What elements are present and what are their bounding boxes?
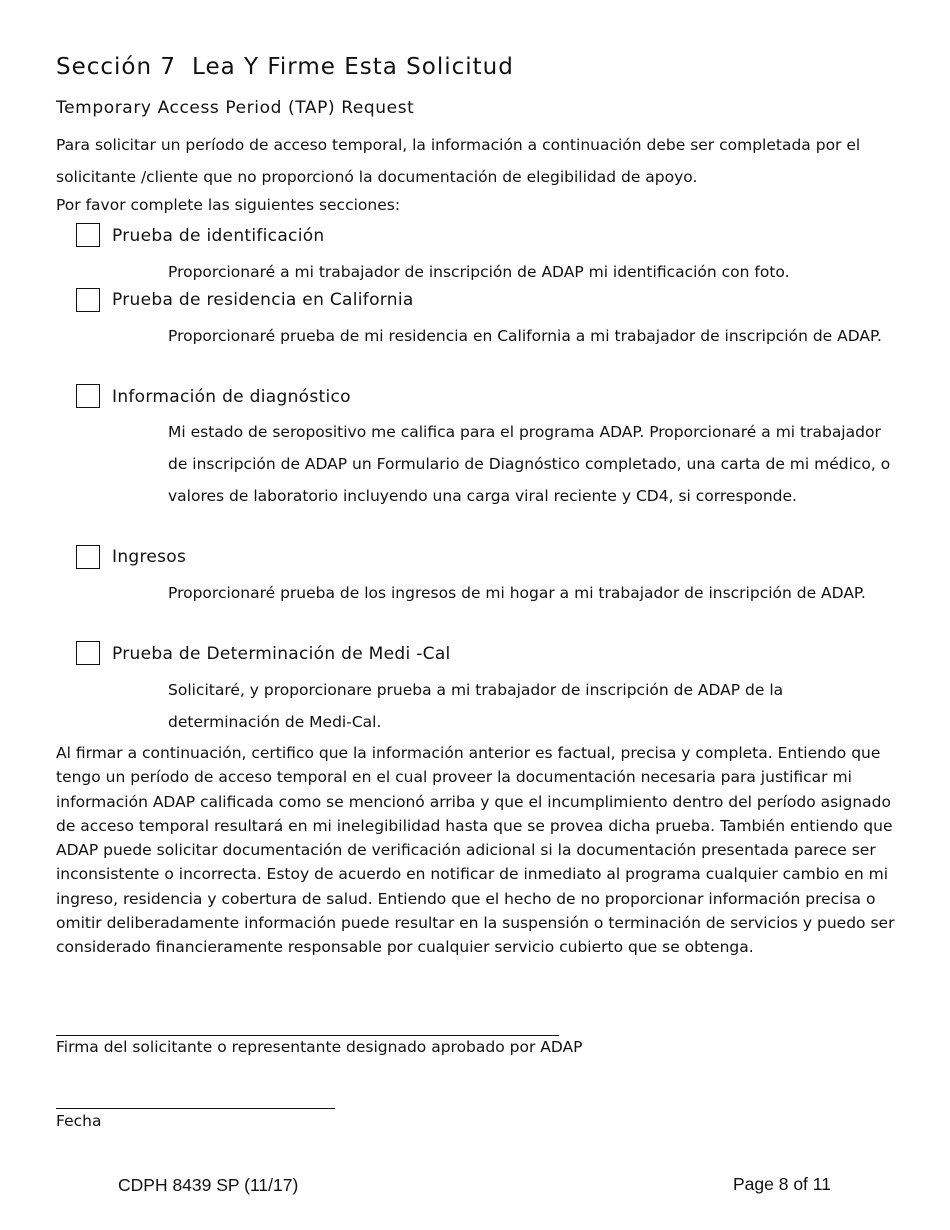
signature-line[interactable] (56, 1035, 559, 1036)
intro-text: Para solicitar un período de acceso temporal, la información a continuación debe ser completada por el solicitante /cliente que no proporcionó la documentación de elegibilidad de apoyo. (56, 136, 861, 186)
checkbox-income[interactable] (76, 545, 100, 569)
subtitle: Temporary Access Period (TAP) Request (56, 98, 415, 118)
description-residence: Proporcionaré prueba de mi residencia en California a mi trabajador de inscripción de ADAP. (168, 327, 882, 345)
date-label: Fecha (56, 1112, 102, 1130)
section-title (56, 54, 514, 80)
signature-label: Firma del solicitante o representante designado aprobado por ADAP (56, 1038, 583, 1056)
checkbox-residence[interactable] (76, 288, 100, 312)
date-line[interactable] (56, 1108, 335, 1109)
description-diagnosis: Mi estado de seropositivo me califica para el programa ADAP. Proporcionaré a mi trabajador de inscripción de ADAP un Formulario de Diagnóstico completado, una carta de mi médico, o valores de laboratorio incluyendo una carga viral reciente y CD4, si corresponde. (168, 423, 891, 505)
section-heading: Lea Y Firme Esta Solicitud (192, 54, 514, 80)
section-number: Sección 7 (56, 54, 177, 80)
checkbox-label-medi-cal: Prueba de Determinación de Medi -Cal (112, 644, 451, 664)
description-income: Proporcionaré prueba de los ingresos de mi hogar a mi trabajador de inscripción de ADAP. (168, 584, 866, 602)
page-number: Page 8 of 11 (733, 1174, 831, 1194)
checkbox-label-residence: Prueba de residencia en California (112, 290, 414, 310)
certification-paragraph: Al firmar a continuación, certifico que la información anterior es factual, precisa y completa. Entiendo que tengo un período de acceso temporal en el cual proveer la documentación necesaria para justificar mi información ADAP calificada como se mencionó arriba y que el incumplimiento dentro del período asignado de acceso temporal resultará en mi inelegibilidad hasta que se provea dicha prueba. También entiendo que ADAP puede solicitar documentación de verificación adicional si la documentación presentada parece ser inconsistente o incorrecta. Estoy de acuerdo en notificar de inmediato al programa cualquier cambio en mi ingreso, residencia y cobertura de salud. Entiendo que el hecho de no proporcionar información precisa o omitir deliberadamente información puede resultar en la suspensión o terminación de servicios y puedo ser considerado financieramente responsable por cualquier servicio cubierto que se obtenga. (56, 744, 895, 957)
checkbox-label-income: Ingresos (112, 547, 187, 567)
description-medi-cal: Solicitaré, y proporcionare prueba a mi trabajador de inscripción de ADAP de la determinación de Medi-Cal. (168, 681, 784, 731)
form-id: CDPH 8439 SP (11/17) (118, 1175, 299, 1195)
checkbox-identification[interactable] (76, 223, 100, 247)
checkbox-label-identification: Prueba de identificación (112, 226, 325, 246)
checkbox-diagnosis[interactable] (76, 384, 100, 408)
instructions-prompt: Por favor complete las siguientes secciones: (56, 196, 401, 214)
description-identification: Proporcionaré a mi trabajador de inscripción de ADAP mi identificación con foto. (168, 263, 790, 281)
checkbox-medi-cal[interactable] (76, 641, 100, 665)
checkbox-label-diagnosis: Información de diagnóstico (112, 387, 351, 407)
